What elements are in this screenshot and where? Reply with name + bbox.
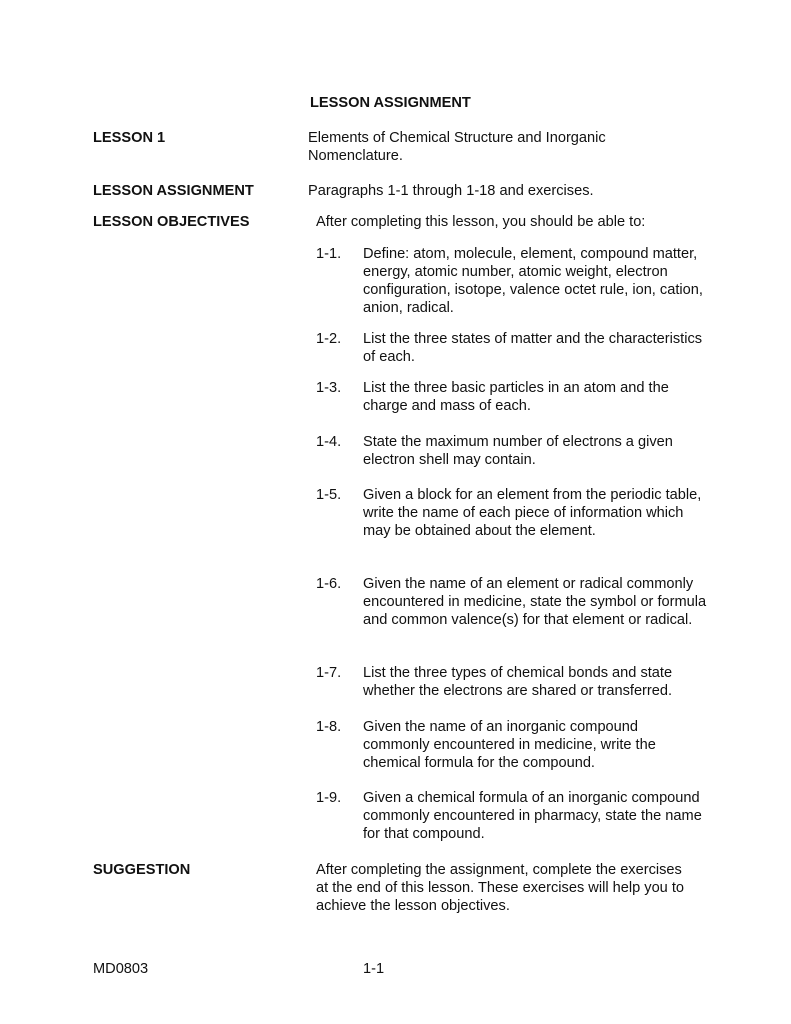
- document-code: MD0803: [93, 961, 149, 977]
- assignment-label: LESSON ASSIGNMENT: [93, 183, 254, 199]
- objective-number: 1-6.: [316, 576, 342, 592]
- lesson-label: LESSON 1: [93, 130, 166, 146]
- objective-text: Given a chemical formula of an inorganic compound commonly encountered in pharmacy, state the name for that compound.: [363, 790, 702, 842]
- objective-text: State the maximum number of electrons a given electron shell may contain.: [363, 434, 673, 468]
- page-title: LESSON ASSIGNMENT: [310, 95, 471, 111]
- objective-text: List the three states of matter and the characteristics of each.: [363, 331, 703, 365]
- objective-text: List the three basic particles in an atom and the charge and mass of each.: [363, 380, 669, 414]
- objectives-intro: After completing this lesson, you should be able to:: [316, 214, 646, 230]
- objective-number: 1-4.: [316, 434, 342, 450]
- objective-number: 1-9.: [316, 790, 342, 806]
- objectives-label: LESSON OBJECTIVES: [93, 214, 250, 230]
- objective-number: 1-1.: [316, 246, 342, 262]
- page-number: 1-1: [363, 961, 385, 977]
- suggestion-text: After completing the assignment, complete the exercises at the end of this lesson. These exercises will help you to achieve the lesson objectives.: [316, 862, 685, 914]
- objective-number: 1-2.: [316, 331, 342, 347]
- objective-text: List the three types of chemical bonds and state whether the electrons are shared or transferred.: [363, 665, 673, 699]
- suggestion-label: SUGGESTION: [93, 862, 191, 878]
- assignment-text: Paragraphs 1-1 through 1-18 and exercises.: [308, 183, 594, 199]
- objective-text: Given the name of an element or radical commonly encountered in medicine, state the symbol or formula and common valence(s) for that element or radical.: [363, 576, 707, 628]
- objective-text: Given a block for an element from the periodic table, write the name of each piece of information which may be obtained about the element.: [363, 487, 702, 539]
- lesson-title-text: Elements of Chemical Structure and Inorganic Nomenclature.: [308, 130, 606, 164]
- objective-text: Define: atom, molecule, element, compound matter, energy, atomic number, atomic weight, electron configuration, isotope, valence octet rule, ion, cation, anion, radical.: [363, 246, 703, 316]
- objective-text: Given the name of an inorganic compound commonly encountered in medicine, write the chemical formula for the compound.: [363, 719, 656, 771]
- objective-number: 1-5.: [316, 487, 342, 503]
- objective-number: 1-8.: [316, 719, 342, 735]
- objective-number: 1-3.: [316, 380, 342, 396]
- objective-number: 1-7.: [316, 665, 342, 681]
